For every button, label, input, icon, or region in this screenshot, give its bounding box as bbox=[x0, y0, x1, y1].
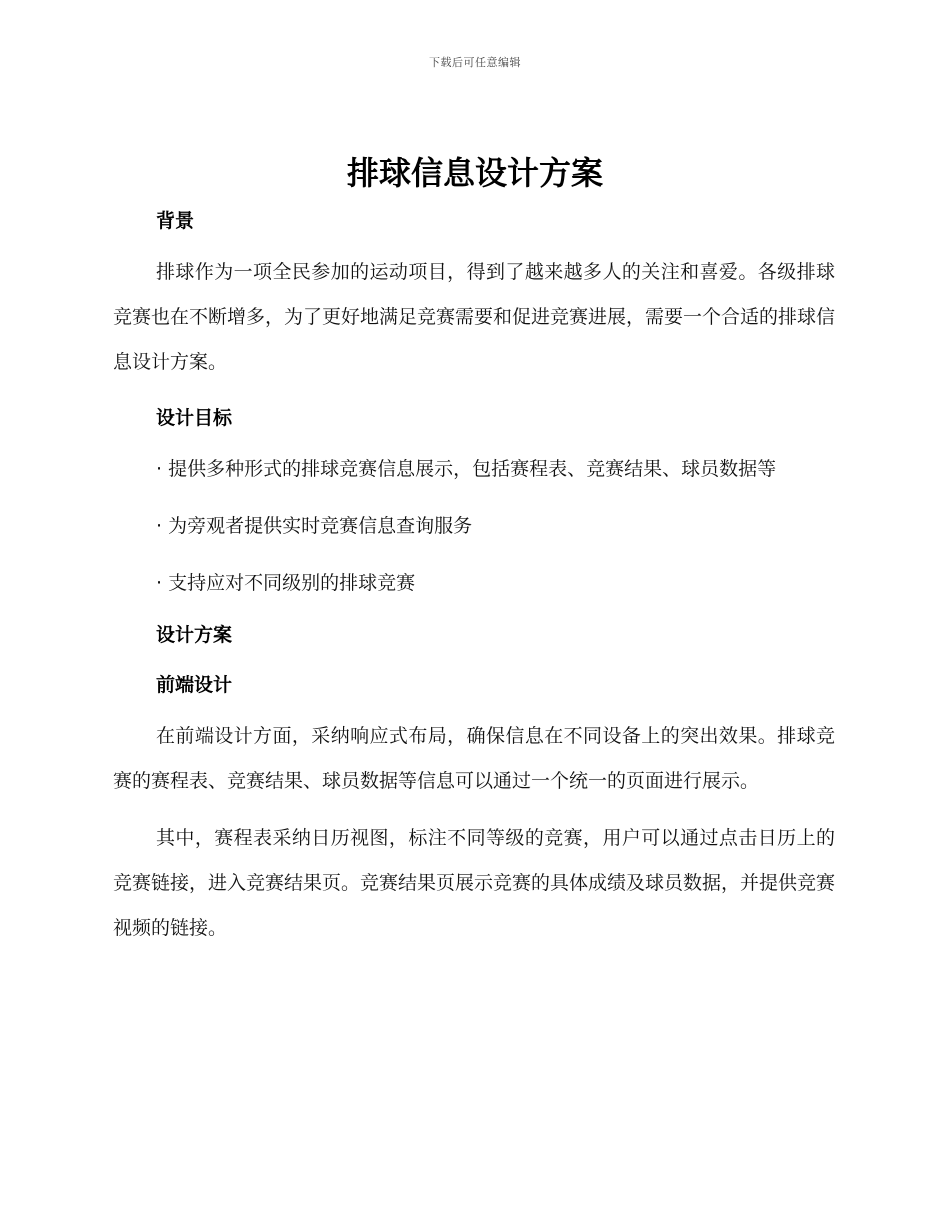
document-body bbox=[113, 204, 835, 951]
frontend-paragraph: 其中，赛程表采纳日历视图，标注不同等级的竞赛，用户可以通过点击日历上的竞赛链接，进入竞赛结果页。竞赛结果页展示竞赛的具体成绩及球员数据，并提供竞赛视频的链接。 bbox=[113, 827, 836, 939]
header-note: 下载后可任意编辑 bbox=[429, 56, 521, 69]
frontend-paragraph: 在前端设计方面，采纳响应式布局，确保信息在不同设备上的突出效果。排球竞赛的赛程表、竞赛结果、球员数据等信息可以通过一个统一的页面进行展示。 bbox=[113, 725, 835, 792]
goal-item: · 为旁观者提供实时竞赛信息查询服务 bbox=[156, 515, 473, 537]
section-heading-background: 背景 bbox=[156, 210, 195, 232]
goal-item: · 提供多种形式的排球竞赛信息展示，包括赛程表、竞赛结果、球员数据等 bbox=[156, 458, 777, 480]
goal-item: · 支持应对不同级别的排球竞赛 bbox=[156, 572, 416, 594]
background-paragraph: 排球作为一项全民参加的运动项目，得到了越来越多人的关注和喜爱。各级排球竞赛也在不断增多，为了更好地满足竞赛需要和促进竞赛进展，需要一个合适的排球信息设计方案。 bbox=[113, 261, 836, 373]
document-title: 排球信息设计方案 bbox=[346, 154, 603, 192]
section-heading-plan: 设计方案 bbox=[156, 624, 233, 646]
section-heading-frontend: 前端设计 bbox=[156, 674, 233, 696]
section-heading-goals: 设计目标 bbox=[156, 407, 233, 429]
